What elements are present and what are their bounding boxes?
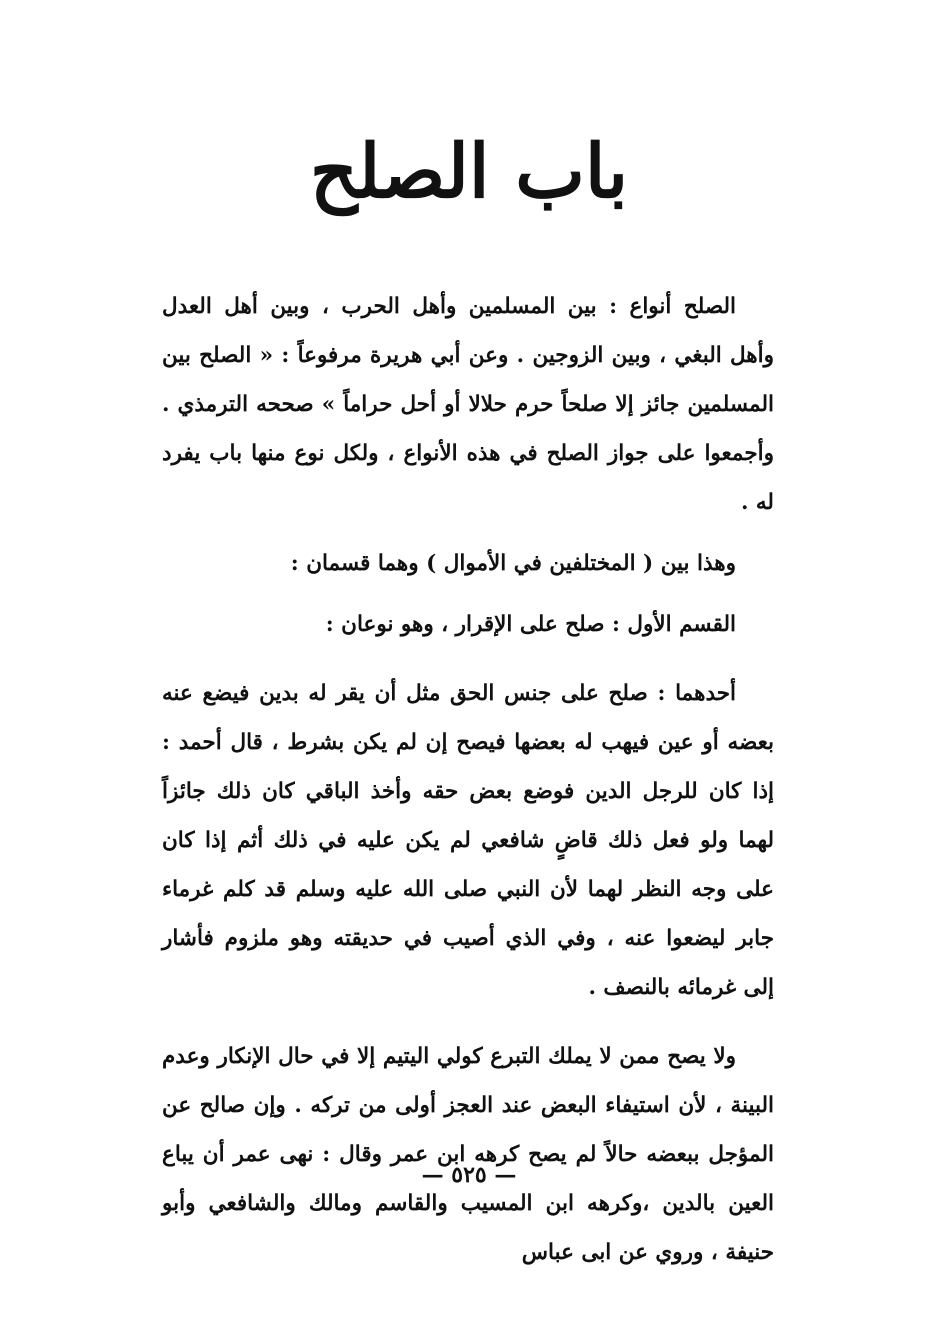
paragraph-categories: وهذا بين ( المختلفين في الأموال ) وهما قسمان : <box>290 551 736 576</box>
paragraph-section-one: القسم الأول : صلح على الإقرار ، وهو نوعان : <box>325 612 736 637</box>
page-number: — ٥٢٥ — <box>421 1162 517 1188</box>
chapter-title: باب الصلح <box>309 129 629 215</box>
paragraph-intro: الصلح أنواع : بين المسلمين وأهل الحرب ، وبين أهل العدل وأهل البغي ، وبين الزوجين . وعن أبي هريرة مرفوعاً : « الصلح بين المسلمين جائز إلا صلحاً حرم حلالا أو أحل حراماً » صححه الترمذي . وأجمعوا على جواز الصلح في هذه الأنواع ، ولكل نوع منها باب يفرد له . <box>162 294 774 515</box>
paragraph-first-type: أحدهما : صلح على جنس الحق مثل أن يقر له بدين فيضع عنه بعضه أو عين فيهب له بعضها فيصح إن لم يكن بشرط ، قال أحمد : إذا كان للرجل الدين فوضع بعض حقه وأخذ الباقي كان ذلك جائزاً لهما ولو فعل ذلك قاضٍ شافعي لم يكن عليه في ذلك أثم إذا كان على وجه النظر لهما لأن النبي صلى الله عليه وسلم قد كلم غرماء جابر ليضعوا عنه ، وفي الذي أصيب في حديقته وهو ملزوم فأشار إلى غرمائه بالنصف . <box>162 681 774 1000</box>
body-text <box>162 282 774 1277</box>
paragraph-guardian: ولا يصح ممن لا يملك التبرع كولي اليتيم إلا في حال الإنكار وعدم البينة ، لأن استيفاء البعض عند العجز أولى من تركه . وإن صالح عن المؤجل ببعضه حالاً لم يصح كرهه ابن عمر وقال : نهى عمر أن يباع العين بالدين ،وكرهه ابن المسيب والقاسم ومالك والشافعي وأبو حنيفة ، وروي عن ابى عباس <box>162 1044 774 1265</box>
